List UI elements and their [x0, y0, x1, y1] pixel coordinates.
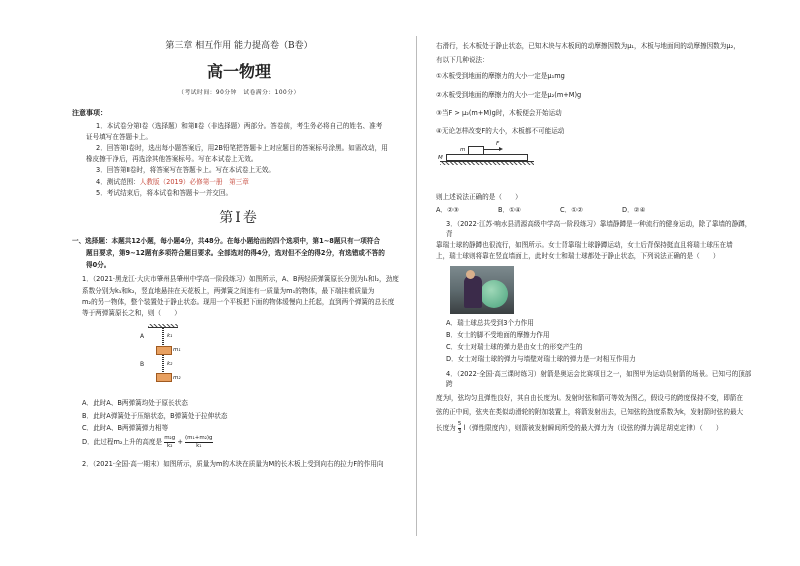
mass-m2 [156, 373, 172, 382]
label-a: A [140, 333, 145, 341]
q1-option-b: B．此时A弹簧处于压缩状态，B弹簧处于拉伸状态 [82, 411, 228, 420]
note-3: 3．回答第Ⅱ卷时，将答案写在答题卡上。写在本试卷上无效。 [96, 166, 275, 175]
q4-line4-suffix: l（弹性限度内），则箭被发射瞬间所受的最大弹力为（设弦的弹力满足胡克定律）（ ） [463, 424, 723, 433]
q1-option-c: C．此时A、B两弹簧弹力相等 [82, 423, 169, 432]
mass-m1 [156, 346, 172, 355]
chapter-heading: 第三章 相互作用 能力提高卷（B卷） [165, 41, 313, 51]
q4-line3: 弦的正中间，弦夹在类似动滑轮的附加装置上，将箭发射出去，已知弦的劲度系数为k，发射箭时弦的最大 [436, 408, 744, 417]
q3-option-a: A．瑞士球总共受到3个力作用 [446, 318, 534, 327]
section-instructions-1: 一、选择题：本题共12小题，每小题4分，共48分。在每小题给出的四个选项中，第1~8题只有一项符合 [72, 236, 380, 245]
note-1-cont: 证号填写在答题卡上。 [86, 132, 152, 141]
fitness-photo [450, 266, 514, 314]
q3-option-d: D．女士对瑞士球的弹力与墙壁对瑞士球的弹力是一对相互作用力 [446, 355, 636, 364]
q2-option-b: B．①④ [498, 205, 521, 214]
label-m: m [460, 147, 466, 154]
q3-option-c: C．女士对瑞士球的弹力是由女士的形变产生的 [446, 343, 583, 352]
label-f: F [496, 141, 500, 148]
page-title: 高一物理 [206, 61, 271, 81]
note-5: 5．考试结束后，将本试卷和答题卡一并交回。 [96, 188, 233, 197]
label-k2: k₂ [167, 361, 173, 368]
spring-a [162, 328, 164, 346]
exam-meta: （考试时间：90分钟 试卷满分：100分） [178, 89, 300, 96]
q4-fraction-num: 5 [457, 421, 462, 428]
board [446, 154, 528, 161]
right-column [418, 0, 800, 566]
test-range: 人教版（2019）必修第一册 第三章 [139, 177, 249, 186]
q1-line1: 1．（2021·黑龙江·大庆市肇州县肇州中学高一阶段练习）如图所示，A、B两轻质弹簧原长分别为l₁和l₂，劲度 [82, 275, 399, 284]
plus-sign: + [177, 438, 183, 447]
q2-ask: 则上述说法正确的是（ ） [436, 193, 522, 202]
q2-line2: 右滑行，长木板处于静止状态，已知木块与木板间的动摩擦因数为μ₁，木板与地面间的动摩擦因数为μ₂， [436, 42, 740, 50]
board-figure [436, 140, 536, 170]
note-1: 1．本试卷分第Ⅰ卷（选择题）和第Ⅱ卷（非选择题）两部分。答卷前，考生务必将自己的姓名、准考 [96, 121, 383, 130]
q4-line4-prefix: 长度为 [436, 424, 456, 433]
q3-line1: 3．（2022·江苏·响水县清源高级中学高一阶段练习）靠墙静蹲是一种流行的健身运动，除了靠墙的静蹲，背 [446, 219, 752, 238]
q2-option-c: C．①② [560, 205, 584, 214]
ground [440, 161, 534, 165]
swiss-ball [480, 280, 508, 308]
section-instructions-2: 题目要求，第9~12题有多项符合题目要求。全部选对的得4分，选对但不全的得2分，有选错或不答的 [86, 249, 385, 257]
label-k1: k₁ [167, 333, 173, 340]
q4-fraction [458, 421, 462, 435]
q1-line3: m₂的另一物体，整个装置处于静止状态。现用一个平板把下面的物体缓慢向上托起，直到两个弹簧的总长度 [82, 297, 395, 306]
q1-option-d [82, 435, 406, 449]
q4-fraction-den: 3 [457, 428, 462, 435]
fraction-1 [164, 435, 175, 449]
woman-figure [464, 276, 482, 308]
note-2-cont: 橡皮擦干净后，再选涂其他答案标号。写在本试卷上无效。 [86, 155, 258, 164]
note-4-label: 4．测试范围： [96, 177, 140, 186]
fraction-2-num: (m₁+m₂)g [185, 434, 213, 441]
force-arrow [484, 149, 500, 150]
label-big-m: M [438, 155, 443, 162]
fraction-2 [185, 435, 213, 449]
section-title: 第Ⅰ卷 [219, 210, 259, 227]
notes-heading: 注意事项： [72, 108, 107, 117]
q2-statement-4: ④无论怎样改变F的大小，木板都不可能运动 [436, 127, 565, 136]
note-2: 2．回答第Ⅰ卷时，选出每小题答案后，用2B铅笔把答题卡上对应题目的答案标号涂黑。如需改动，用 [96, 144, 388, 152]
q1-option-d-prefix: D．此过程m₂上升的高度是 [82, 438, 163, 447]
q1-line2: 系数分别为k₁和k₂，竖直地悬挂在天花板上，两弹簧之间连有一质量为m₁的物体，最下端挂着质量为 [82, 286, 375, 295]
q3-line3: 上，瑞士球则将靠在竖直墙面上，此时女士和瑞士球都处于静止状态，下列说法正确的是（ ） [436, 252, 720, 261]
spring-b [162, 355, 164, 373]
q2-statement-1: ①木板受到地面的摩擦力的大小一定是μ₁mg [436, 72, 565, 81]
q4-line4 [436, 421, 756, 435]
q2-line3: 有以下几种说法： [436, 56, 489, 65]
q2-options [436, 205, 756, 215]
q1-option-a: A．此时A、B两弹簧均处于原长状态 [82, 399, 188, 408]
q4-line1: 4．（2022·全国·高三课时练习）射箭是奥运会比赛项目之一，如图甲为运动员射箭的场景。已知弓的顶部跨 [446, 369, 752, 388]
fraction-1-den: k₂ [167, 442, 173, 449]
note-4 [72, 177, 406, 187]
q2-option-d: D．②④ [622, 205, 646, 214]
q3-option-b: B．女士的脚不受地面的摩擦力作用 [446, 330, 550, 339]
q2-line1: 2．（2021·全国·高一期末）如图所示，质量为m的木块在质量为M的长木板上受到向右的拉力F的作用向 [82, 460, 384, 469]
q2-statement-3: ③当F > μ₂(m+M)g时，木板便会开始运动 [436, 108, 562, 117]
fraction-2-den: k₁ [196, 442, 202, 449]
spring-figure [140, 324, 188, 394]
q2-option-a: A．②③ [436, 205, 459, 214]
q1-line4: 等于两弹簧原长之和，则（ ） [82, 309, 181, 318]
fraction-1-num: m₂g [164, 434, 176, 441]
q2-statement-2: ②木板受到地面的摩擦力的大小一定是μ₂(m+M)g [436, 90, 582, 99]
q4-line2: 度为l，弦均匀且弹性良好，其自由长度为l。发射时弦和箭可等效为图乙，假设弓的跨度保持不变，即箭在 [436, 393, 743, 402]
section-instructions-3: 得0分。 [86, 261, 111, 270]
label-b: B [140, 361, 145, 369]
label-m2: m₂ [173, 375, 181, 382]
label-m1: m₁ [173, 347, 181, 354]
q3-line2: 靠瑞士球的静蹲也很流行，如图所示。女士背靠瑞士球静蹲运动，女士后背保持挺直且将瑞士球压在墙 [436, 241, 733, 250]
woman-head [466, 270, 475, 279]
